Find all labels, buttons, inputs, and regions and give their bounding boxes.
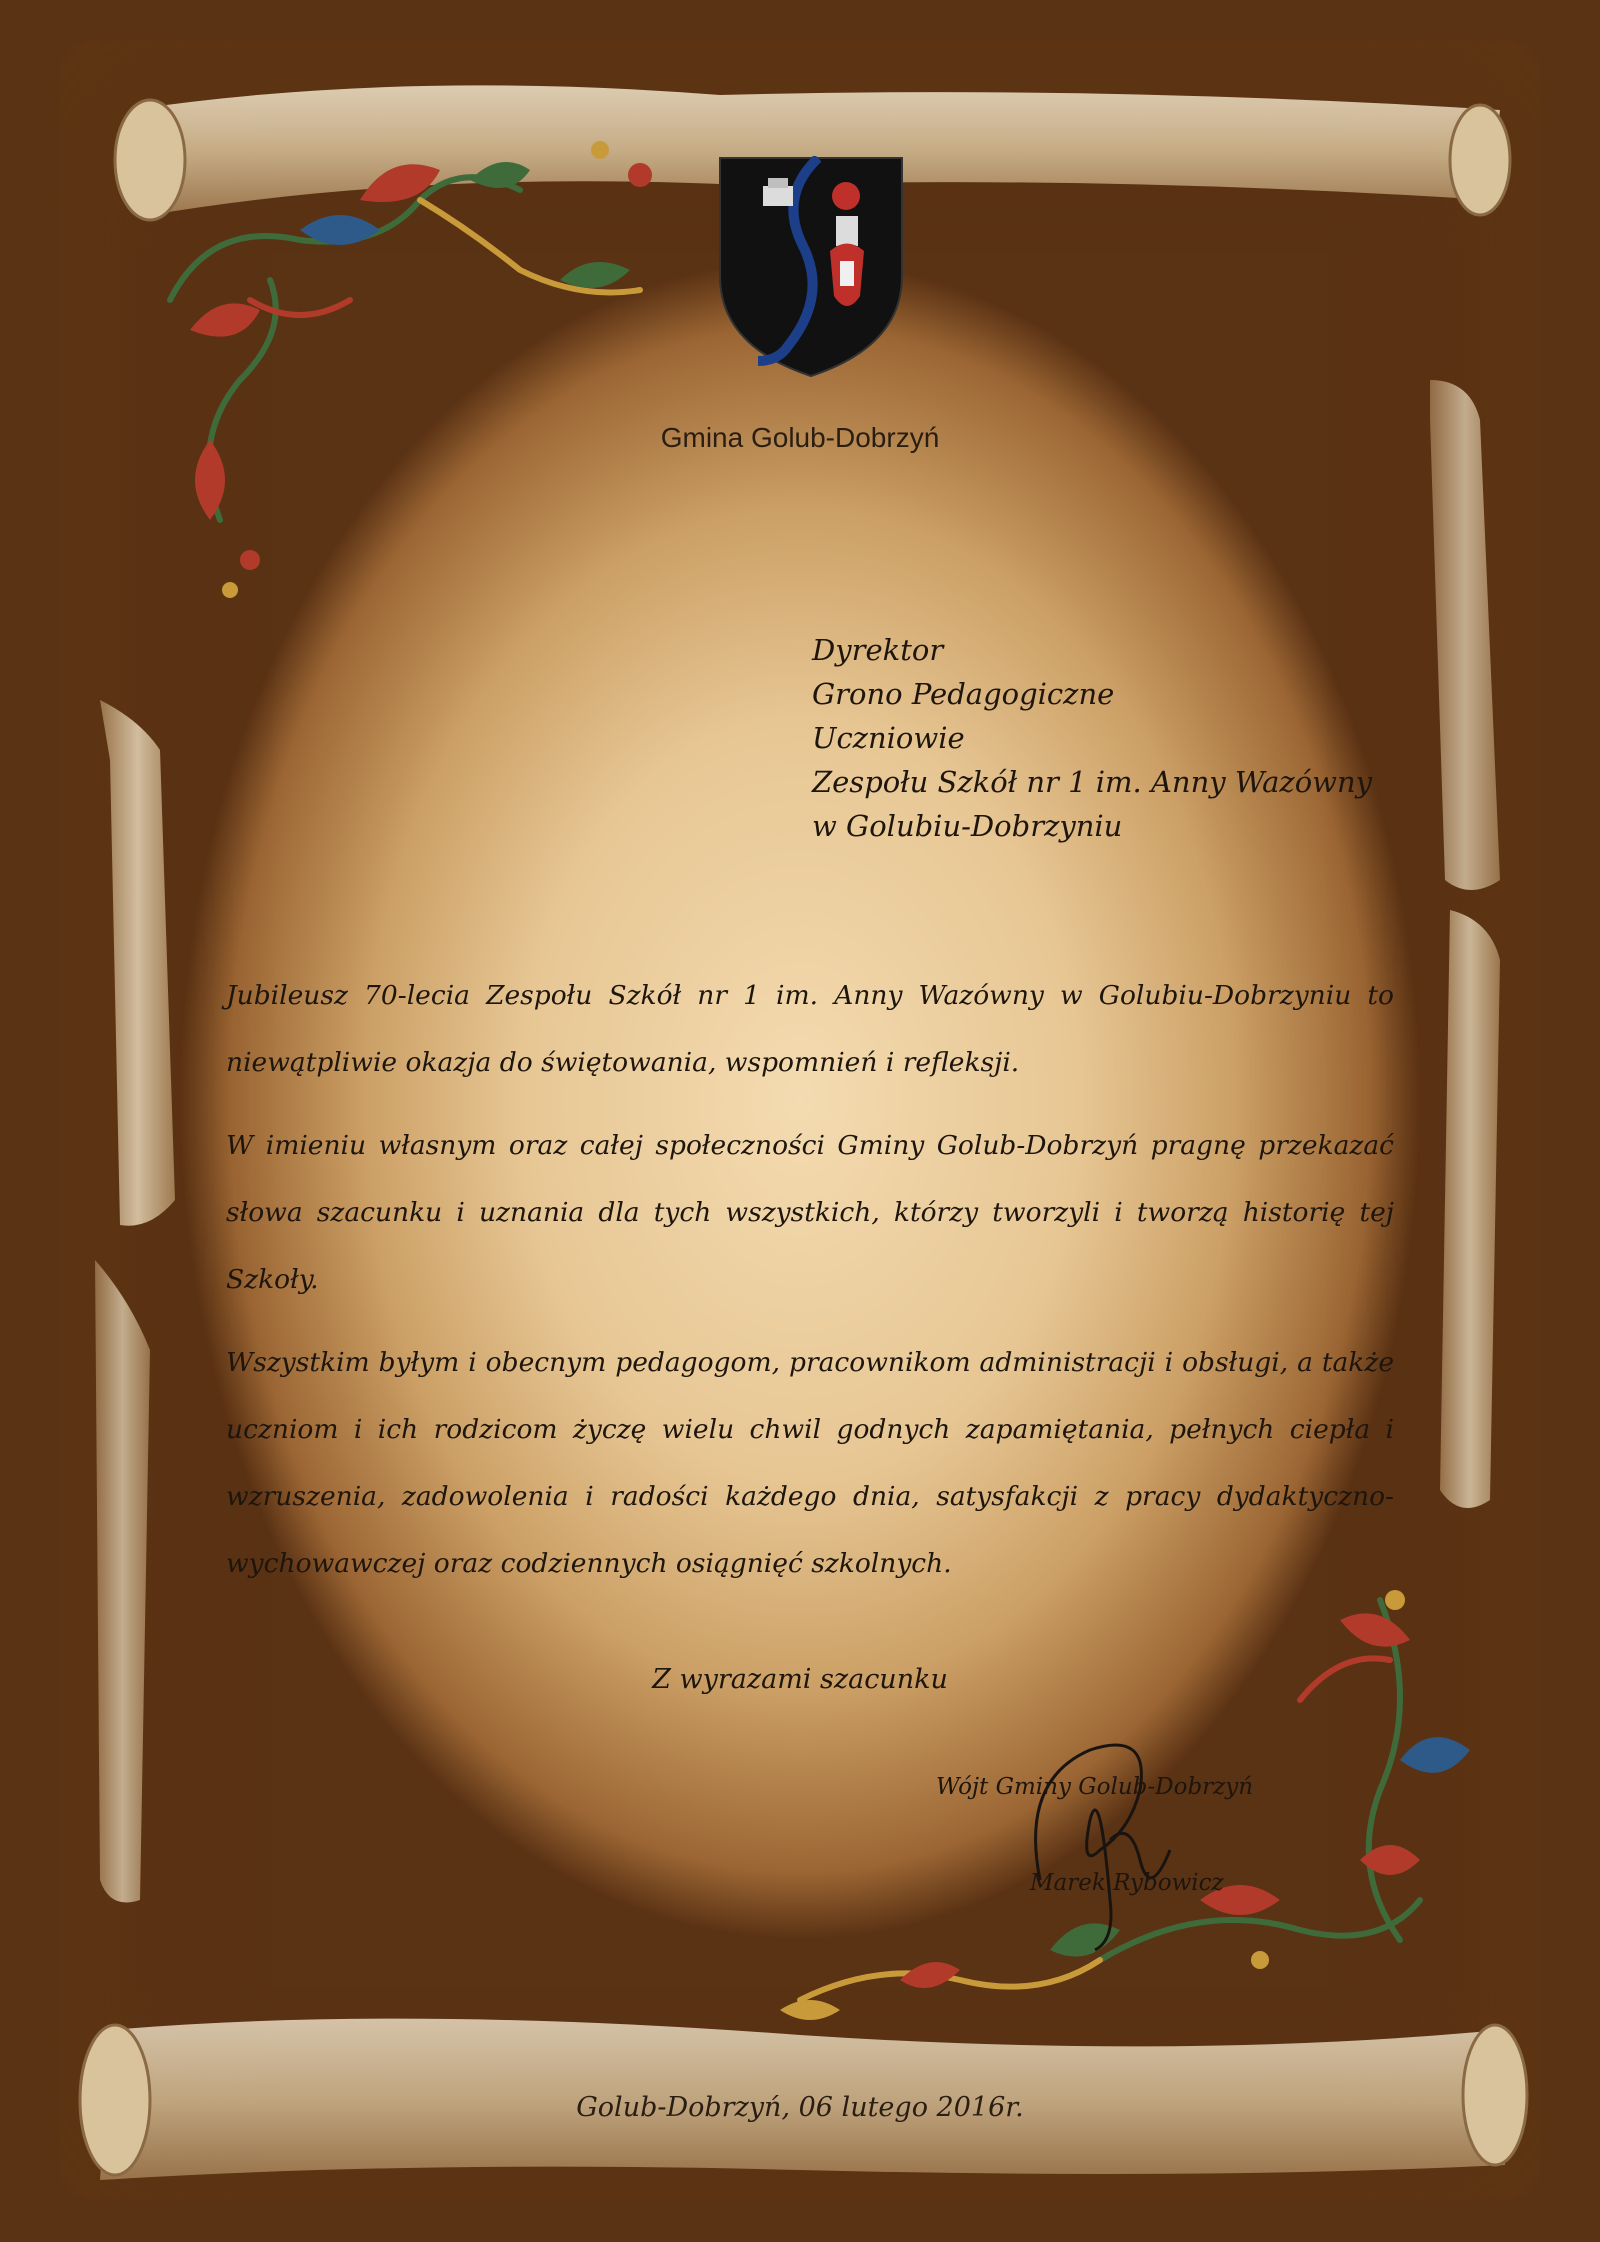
recipient-line: Grono Pedagogiczne (812, 677, 1115, 711)
recipient-line: Uczniowie (812, 721, 965, 755)
coat-of-arms-icon (718, 156, 904, 378)
municipality-title: Gmina Golub-Dobrzyń (660, 422, 940, 453)
body-paragraph: W imieniu własnym oraz całej społeczności Gminy Golub-Dobrzyń pragnę przekazać słowa szacunku i uznania dla tych wszystkich, którzy tworzyli i tworzą historię tej Szkoły. (226, 1130, 1394, 1295)
place-and-date: Golub-Dobrzyń, 06 lutego 2016r. (576, 2092, 1024, 2123)
recipient-line: w Golubiu-Dobrzyniu (812, 809, 1123, 843)
signer-name: Marek Rybowicz (1030, 1870, 1224, 1896)
signer-title: Wójt Gminy Golub-Dobrzyń (936, 1774, 1254, 1800)
body-paragraph: Wszystkim byłym i obecnym pedagogom, pracownikom administracji i obsługi, a także uczniom i ich rodzicom życzę wielu chwil godnych zapamiętania, pełnych ciepła i wzruszenia, zadowolenia i radości każdego dnia, satysfakcji z pracy dydaktyczno-wychowawczej oraz codziennych osiągnięć szkolnych. (226, 1347, 1394, 1579)
closing-salutation: Z wyrazami szacunku (652, 1664, 948, 1695)
body-paragraph: Jubileusz 70-lecia Zespołu Szkół nr 1 im. Anny Wazówny w Golubiu-Dobrzyniu to niewątpliwie okazja do świętowania, wspomnień i refleksji. (226, 980, 1394, 1078)
recipient-line: Zespołu Szkół nr 1 im. Anny Wazówny (812, 765, 1373, 799)
recipients-block (812, 628, 1412, 848)
handwritten-signature (1000, 1700, 1220, 1960)
letter-body (226, 962, 1394, 1613)
recipient-line: Dyrektor (812, 633, 944, 667)
